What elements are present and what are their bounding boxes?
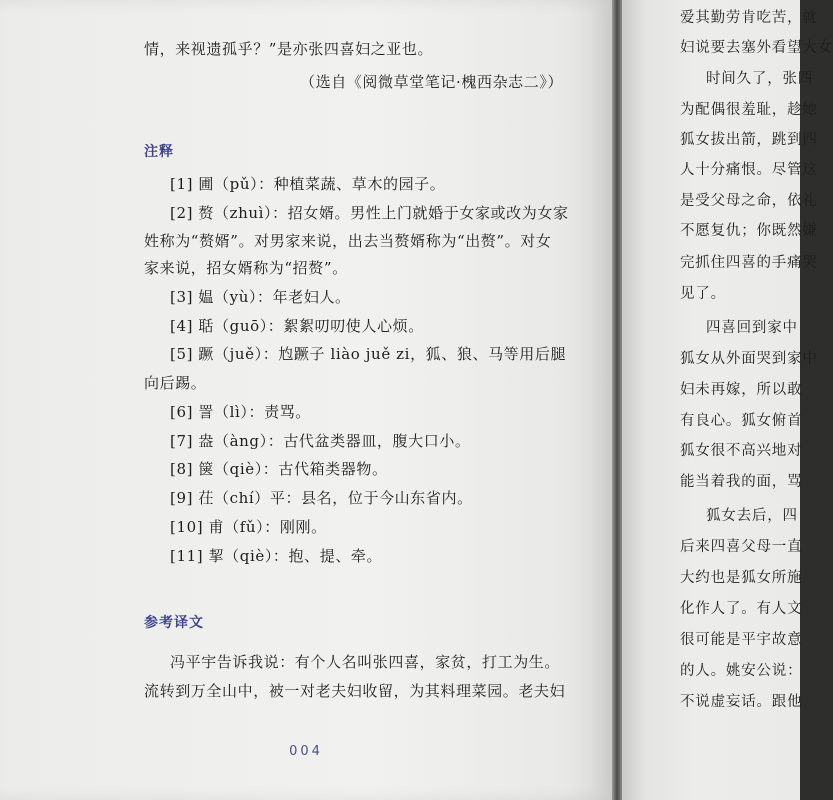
text-line: 大约也是狐女所施 <box>680 570 803 586</box>
note-11: [11] 挈（qiè）：抱、提、牵。 <box>170 547 383 565</box>
text-line: 时间久了，张四 <box>706 71 814 87</box>
text-line: 妇说要去塞外看望大女 <box>680 40 833 56</box>
note-1: [1] 圃（pǔ）：种植菜蔬、草木的园子。 <box>170 175 446 193</box>
translation-line: 流转到万全山中，被一对老夫妇收留，为其料理菜园。老夫妇 <box>144 682 566 700</box>
text-line: 见了。 <box>680 286 726 302</box>
text-line: 不愿复仇；你既然嫌 <box>680 223 818 239</box>
translation-heading: 参考译文 <box>144 615 204 631</box>
text-line: 狐女去后，四 <box>706 508 798 524</box>
text-line: 不说虚妄话。跟他 <box>680 694 803 710</box>
text-line: 完抓住四喜的手痛哭 <box>680 255 818 271</box>
text-line: 狐女拔出箭，跳到四 <box>680 132 818 148</box>
note-2-cont: 姓称为“赘婿”。对男家来说，出去当赘婿称为“出赘”。对女 <box>144 232 552 250</box>
note-2-cont: 家来说，招女婿称为“招赘”。 <box>144 259 348 277</box>
text-line: 爱其勤劳肯吃苦，就 <box>680 10 818 26</box>
book-gutter <box>612 0 622 800</box>
text-line: 四喜回到家中 <box>706 320 798 336</box>
translation-line: 冯平宇告诉我说：有个人名叫张四喜，家贫，打工为生。 <box>170 653 561 671</box>
text-line: 能当着我的面，骂 <box>680 474 803 490</box>
text-line: 的人。姚安公说： <box>680 663 803 679</box>
note-4: [4] 聒（guō）：絮絮叨叨使人心烦。 <box>170 317 424 335</box>
note-8: [8] 箧（qiè）：古代箱类器物。 <box>170 460 388 478</box>
note-6: [6] 詈（lì）：责骂。 <box>170 403 311 421</box>
text-line: 狐女从外面哭到家中 <box>680 351 818 367</box>
note-10: [10] 甫（fǔ）：刚刚。 <box>170 518 327 536</box>
notes-heading: 注释 <box>144 144 174 160</box>
text-line: 狐女很不高兴地对 <box>680 443 803 459</box>
text-line: 有良心。狐女俯首 <box>680 413 803 429</box>
note-5: [5] 蹶（juě）：尥蹶子 liào juě zi，狐、狼、马等用后腿 <box>170 345 567 363</box>
text-line: 人十分痛恨。尽管这 <box>680 162 818 178</box>
text-line: 很可能是平宇故意 <box>680 632 803 648</box>
page-number: 004 <box>289 744 323 759</box>
source-citation: （选自《阅微草堂笔记·槐西杂志二》） <box>300 73 564 91</box>
note-2: [2] 赘（zhuì）：招女婿。男性上门就婚于女家或改为女家 <box>170 204 569 222</box>
text-line: 是受父母之命，依礼 <box>680 193 818 209</box>
text-line: 为配偶很羞耻，趁她 <box>680 102 818 118</box>
right-page <box>622 0 833 800</box>
text-line: 后来四喜父母一直 <box>680 539 803 555</box>
note-9: [9] 茌（chí）平：县名，位于今山东省内。 <box>170 489 473 507</box>
right-page-text <box>680 0 833 800</box>
note-7: [7] 盎（àng）：古代盆类器皿，腹大口小。 <box>170 432 471 450</box>
text-line: 化作人了。有人文 <box>680 601 803 617</box>
text-line: 妇未再嫁，所以敢 <box>680 382 803 398</box>
text-line: 情，来视遗孤乎？”是亦张四喜妇之亚也。 <box>144 40 434 58</box>
note-3: [3] 媪（yù）：年老妇人。 <box>170 288 351 306</box>
note-5-cont: 向后踢。 <box>144 374 207 392</box>
